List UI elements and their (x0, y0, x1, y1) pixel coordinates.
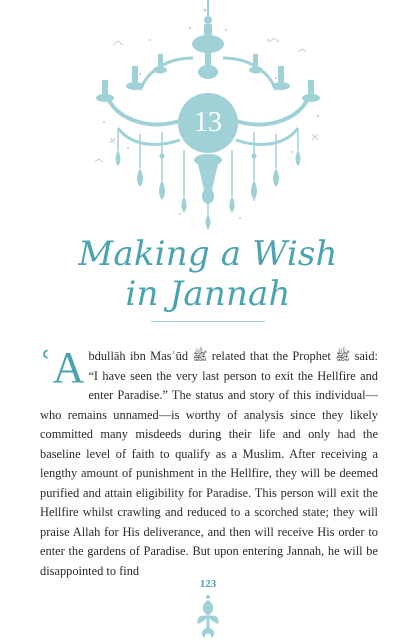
title-divider (151, 321, 265, 322)
body-text: bdullāh ibn Masʿūd ﷺ related that the Prophet ﷺ said: “I have seen the very last person to exit the Hellfire and enter Paradise.” The status and story of this individual—who remains unnamed—is worthy of analysis since they likely committed many misdeeds during their life and only had the baseline level of faith to qualify as a Muslim. After receiving a lengthy amount of punishment in the Hellfire, they will be deemed purified and attain eligibility for Paradise. This person will exit the Hellfire whilst crawling and reduced to a scorched state; they will praise Allah for His deliverance, and then will receive His order to enter the gardens of Paradise. But upon entering Jannah, he will be disappointed to find (40, 349, 378, 578)
chapter-number: 13 (194, 107, 222, 138)
chapter-title-line-1: Making a Wish (78, 234, 338, 274)
drop-cap: ʿA (38, 343, 85, 392)
fleur-ornament-icon (194, 594, 222, 640)
body-paragraph (38, 343, 378, 581)
chapter-title-line-2: in Jannah (125, 274, 291, 314)
page-number: 123 (199, 578, 217, 590)
chapter-title (20, 234, 396, 314)
